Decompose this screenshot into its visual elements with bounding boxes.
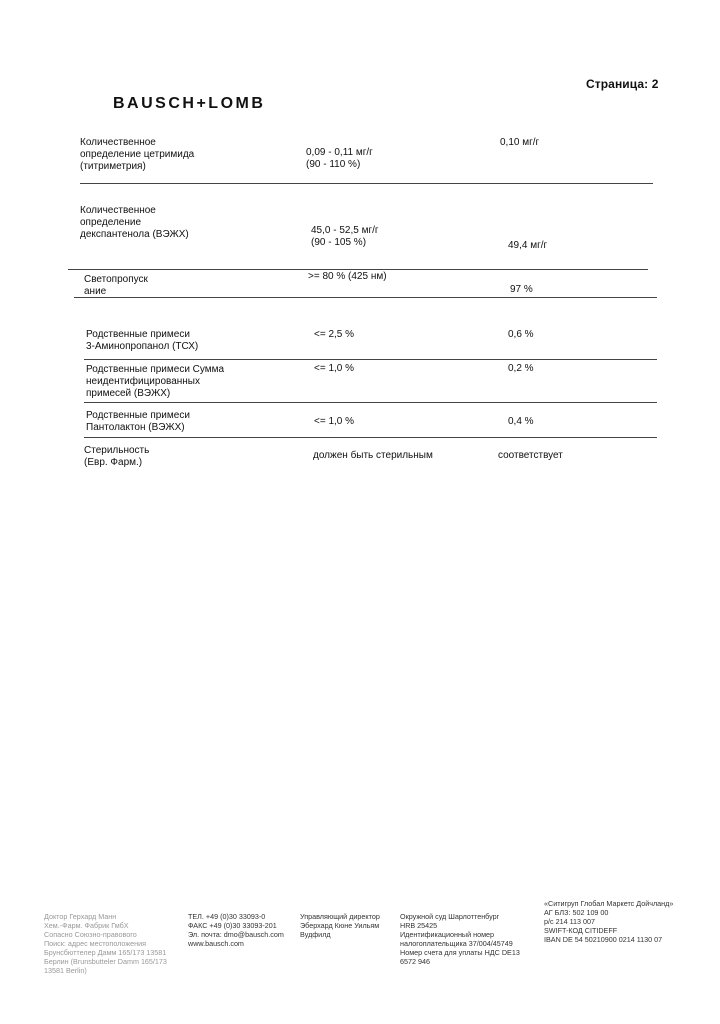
row-divider — [68, 269, 648, 270]
param-cell: Количественное определение цетримида (титриметрия) — [80, 137, 195, 172]
param-cell: Родственные примеси 3-Аминопропанол (ТСХ) — [86, 329, 199, 352]
footer-management: Управляющий директор Эберхард Кюне Уильям Вудфилд — [300, 912, 380, 939]
row-divider — [84, 402, 657, 403]
row-divider — [84, 359, 657, 360]
page-number: Страница: 2 — [586, 77, 659, 91]
result-cell: 97 % — [510, 284, 533, 295]
spec-cell: >= 80 % (425 нм) — [308, 271, 387, 282]
spec-cell: <= 1,0 % — [314, 363, 355, 374]
result-cell: 0,6 % — [508, 329, 534, 340]
spec-cell: должен быть стерильным — [313, 450, 433, 461]
param-cell: Светопропуск ание — [84, 274, 148, 297]
spec-cell: <= 1,0 % — [314, 416, 355, 427]
result-cell: 0,2 % — [508, 363, 534, 374]
row-divider — [74, 297, 657, 298]
result-cell: 0,4 % — [508, 416, 534, 427]
row-divider — [84, 437, 657, 438]
result-cell: соответствует — [498, 450, 563, 461]
footer-registration: Окружной суд Шарлоттенбург HRB 25425 Идентификационный номер налогоплательщика 37/004/45749 Номер счета для уплаты НДС DE13 6572 946 — [400, 912, 520, 966]
result-cell: 49,4 мг/г — [508, 240, 548, 251]
company-logo: BAUSCH+LOMB — [113, 95, 266, 112]
param-cell: Стерильность (Евр. Фарм.) — [84, 445, 150, 468]
row-divider — [80, 183, 653, 184]
footer-company-address: Доктор Герхард Манн Хем.-Фарм. Фабрик ГмбХ Сопасно Союзно-правового Поиск: адрес местоположения Брунсбюттелер Дамм 165/173 13581 Берлин (Brunsbutteler Damm 165/173 13581 Berlin) — [44, 912, 167, 975]
result-cell: 0,10 мг/г — [500, 137, 540, 148]
spec-cell: 0,09 - 0,11 мг/г (90 - 110 %) — [306, 147, 373, 170]
spec-cell: <= 2,5 % — [314, 329, 355, 340]
footer-contacts: ТЕЛ. +49 (0)30 33093-0 ФАКС +49 (0)30 33093-201 Эл. почта: dmo@bausch.com www.bausch.com — [188, 912, 284, 948]
spec-cell: 45,0 - 52,5 мг/г (90 - 105 %) — [311, 225, 379, 248]
footer-bank-details: «Ситигруп Глобал Маркетс Дойчланд» АГ БЛЗ: 502 109 00 р/с 214 113 007 SWIFT-КОД CITIDEFF IBAN DE 54 50210900 0214 1130 07 — [544, 899, 674, 944]
param-cell: Родственные примеси Сумма неидентифицированных примесей (ВЭЖХ) — [86, 364, 225, 399]
param-cell: Количественное определение декспантенола (ВЭЖХ) — [80, 205, 189, 240]
param-cell: Родственные примеси Пантолактон (ВЭЖХ) — [86, 410, 190, 433]
